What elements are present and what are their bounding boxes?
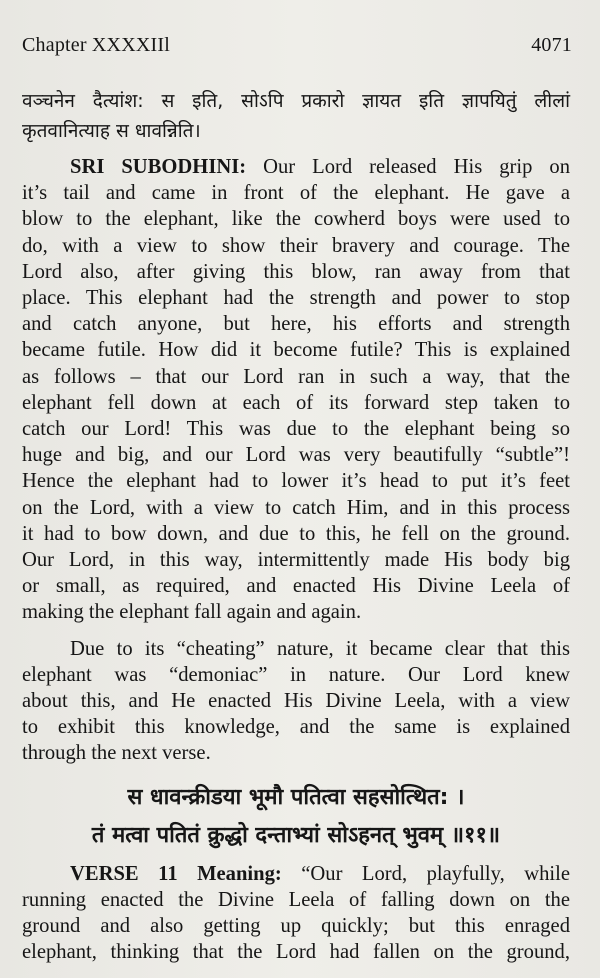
- page-body: [22, 86, 570, 965]
- page-header: [22, 34, 572, 62]
- intro-sanskrit: [22, 86, 570, 146]
- explanation-paragraph: [22, 636, 570, 767]
- paragraph-line: through the next verse.: [22, 742, 211, 765]
- paragraph-line: SRI SUBODHINI: Our Lord released His grip on: [70, 156, 570, 178]
- paragraph-line: to exhibit this knowledge, and the same is explained: [22, 716, 570, 739]
- paragraph-line: blow to the elephant, like the cowherd boys were used to: [22, 208, 570, 231]
- verse-meaning-heading: VERSE 11 Meaning:: [70, 862, 282, 885]
- paragraph-line: on the Lord, with a view to catch Him, and in this process: [22, 496, 570, 519]
- paragraph-line: as follows – that our Lord ran in such a way, that the: [22, 365, 570, 388]
- paragraph-line: Hence the elephant had to lower it’s head to put it’s feet: [22, 470, 570, 493]
- paragraph-line: about this, and He enacted His Divine Leela, with a view: [22, 690, 570, 713]
- verse-meaning-paragraph: [22, 861, 570, 966]
- paragraph-line: making the elephant fall again and again.: [22, 601, 362, 624]
- subodhini-paragraph: [22, 154, 570, 626]
- page-number: 4071: [531, 34, 572, 56]
- verse-line: तं मत्वा पतितं क्रुद्धो दन्ताभ्यां सोऽहनत् भुवम् ॥११॥: [91, 822, 501, 848]
- sanskrit-verse: [22, 779, 570, 855]
- paragraph-line: it had to bow down, and due to this, he fell on the ground.: [22, 522, 570, 545]
- verse-line: स धावन्क्रीडया भूमौ पतित्वा सहसोत्थित: ।: [127, 784, 465, 810]
- chapter-title: Chapter XXXXIIl: [22, 34, 170, 56]
- paragraph-line: place. This elephant had the strength and power to stop: [22, 287, 570, 310]
- paragraph-line: elephant, thinking that the Lord had fallen on the ground,: [22, 941, 570, 964]
- paragraph-line: Lord also, after giving this blow, ran away from that: [22, 260, 570, 283]
- paragraph-line: running enacted the Divine Leela of falling down on the: [22, 888, 570, 911]
- paragraph-line: ground and also getting up quickly; but this enraged: [22, 915, 570, 938]
- paragraph-line: Our Lord, in this way, intermittently made His body big: [22, 549, 570, 572]
- subodhini-heading: SRI SUBODHINI:: [70, 156, 247, 178]
- paragraph-line: catch our Lord! This was due to the elephant being so: [22, 418, 570, 441]
- paragraph-line: elephant fell down at each of its forward step taken to: [22, 391, 570, 414]
- paragraph-line: huge and big, and our Lord was very beautifully “subtle”!: [22, 444, 570, 467]
- paragraph-line: or small, as required, and enacted His Divine Leela of: [22, 575, 570, 598]
- intro-sanskrit-line: कृतवानित्याह स धावन्निति।: [22, 120, 201, 142]
- paragraph-line: Due to its “cheating” nature, it became clear that this: [70, 637, 570, 660]
- paragraph-line: it’s tail and came in front of the elephant. He gave a: [22, 182, 570, 205]
- intro-sanskrit-line: वञ्चनेन दैत्यांश: स इति, सोऽपि प्रकारो ज्ञायत इति ज्ञापयितुं लीलां: [22, 90, 570, 112]
- paragraph-line: elephant was “demoniac” in nature. Our Lord knew: [22, 663, 570, 686]
- paragraph-line: do, with a view to show their bravery and courage. The: [22, 234, 570, 257]
- paragraph-line: and catch anyone, but here, his efforts and strength: [22, 313, 570, 336]
- paragraph-line: VERSE 11 Meaning: “Our Lord, playfully, while: [70, 862, 570, 885]
- paragraph-line: became futile. How did it become futile? This is explained: [22, 339, 570, 362]
